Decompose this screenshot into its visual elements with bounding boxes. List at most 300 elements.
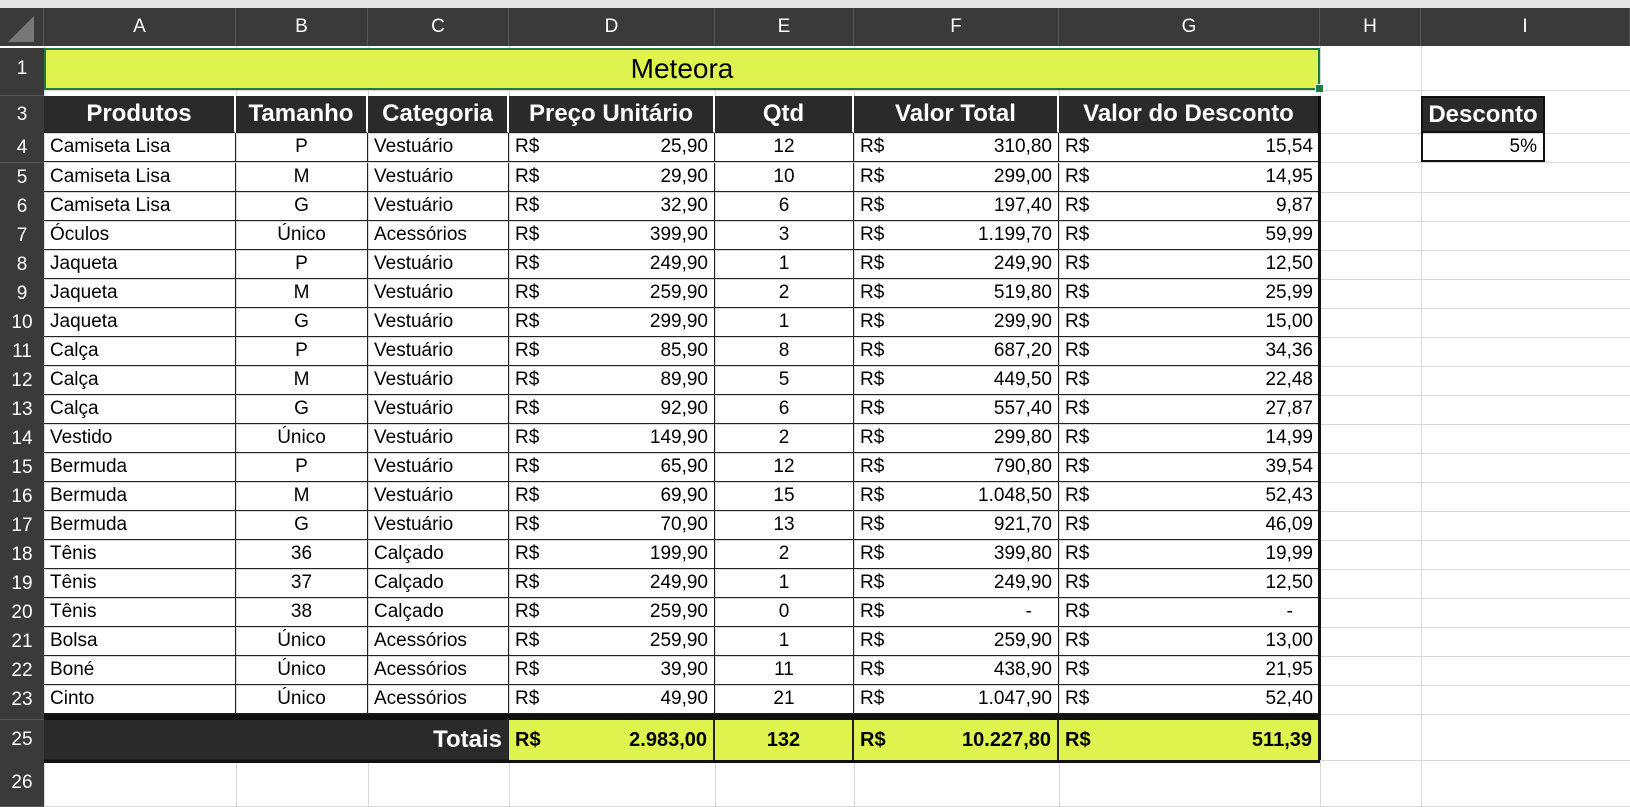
cell-a10[interactable]: Jaqueta — [44, 308, 236, 337]
currency-symbol: R$ — [1065, 166, 1090, 187]
cell-g22[interactable] — [1059, 656, 1320, 685]
cell-value: 259,90 — [649, 601, 708, 622]
cell-value: 557,40 — [993, 398, 1052, 419]
cell-d5[interactable] — [509, 163, 715, 192]
currency-symbol: R$ — [515, 166, 540, 187]
cell-c19[interactable]: Calçado — [368, 569, 509, 598]
cell-e20[interactable]: 0 — [715, 598, 854, 627]
cell-b19[interactable]: 37 — [236, 569, 368, 598]
cell-b4[interactable]: P — [236, 133, 368, 162]
row-header-2-divider — [0, 90, 44, 96]
cell-d12[interactable] — [509, 366, 715, 395]
column-header-c[interactable]: C — [368, 8, 509, 46]
cell-c11[interactable]: Vestuário — [368, 337, 509, 366]
cell-c23[interactable]: Acessórios — [368, 685, 509, 714]
cell-a6[interactable]: Camiseta Lisa — [44, 192, 236, 221]
cell-e10[interactable]: 1 — [715, 308, 854, 337]
cell-f4[interactable] — [854, 133, 1059, 162]
currency-symbol: R$ — [860, 601, 885, 622]
cell-d22[interactable] — [509, 656, 715, 685]
cell-value: 52,43 — [1265, 485, 1313, 506]
currency-symbol: R$ — [515, 601, 540, 622]
totals-label[interactable]: Totais — [44, 720, 509, 760]
currency-symbol: R$ — [860, 688, 885, 709]
table-header-1[interactable]: Produtos — [44, 96, 236, 133]
cell-d20[interactable] — [509, 598, 715, 627]
cell-f15[interactable] — [854, 453, 1059, 482]
currency-symbol: R$ — [860, 340, 885, 361]
cell-value: 1.199,70 — [978, 224, 1052, 245]
currency-symbol: R$ — [860, 630, 885, 651]
cell-a16[interactable]: Bermuda — [44, 482, 236, 511]
cell-g16[interactable] — [1059, 482, 1320, 511]
cell-e7[interactable]: 3 — [715, 221, 854, 250]
total-value: 10.227,80 — [962, 728, 1051, 751]
cell-f10[interactable] — [854, 308, 1059, 337]
title-cell[interactable]: Meteora — [44, 48, 1320, 90]
cell-e4[interactable]: 12 — [715, 133, 854, 162]
row-header-5[interactable]: 5 — [0, 163, 44, 193]
currency-symbol: R$ — [860, 572, 885, 593]
cell-f14[interactable] — [854, 424, 1059, 453]
row-header-23[interactable]: 23 — [0, 685, 44, 715]
currency-symbol: R$ — [515, 514, 540, 535]
cell-c22[interactable]: Acessórios — [368, 656, 509, 685]
currency-symbol: R$ — [860, 728, 886, 751]
cell-d11[interactable] — [509, 337, 715, 366]
cell-value: 790,80 — [993, 456, 1052, 477]
cell-value: 249,90 — [993, 572, 1052, 593]
column-header-b[interactable]: B — [236, 8, 368, 46]
cell-a11[interactable]: Calça — [44, 337, 236, 366]
cell-g13[interactable] — [1059, 395, 1320, 424]
row-header-16[interactable]: 16 — [0, 482, 44, 512]
currency-symbol: R$ — [860, 659, 885, 680]
window-top-bar — [0, 0, 1630, 8]
cell-c17[interactable]: Vestuário — [368, 511, 509, 540]
row-header-12[interactable]: 12 — [0, 366, 44, 396]
currency-symbol: R$ — [515, 398, 540, 419]
cell-e8[interactable]: 1 — [715, 250, 854, 279]
row-header-15[interactable]: 15 — [0, 453, 44, 483]
cell-a8[interactable]: Jaqueta — [44, 250, 236, 279]
currency-symbol: R$ — [860, 311, 885, 332]
cell-f13[interactable] — [854, 395, 1059, 424]
row-header-24-divider — [0, 714, 44, 720]
column-header-a[interactable]: A — [44, 8, 236, 46]
currency-symbol: R$ — [1065, 398, 1090, 419]
cell-g21[interactable] — [1059, 627, 1320, 656]
cell-e13[interactable]: 6 — [715, 395, 854, 424]
cell-g17[interactable] — [1059, 511, 1320, 540]
cell-value: 299,00 — [993, 166, 1052, 187]
column-header-d[interactable]: D — [509, 8, 715, 46]
row-header-22[interactable]: 22 — [0, 656, 44, 686]
cell-f23[interactable] — [854, 685, 1059, 714]
cell-g9[interactable] — [1059, 279, 1320, 308]
cell-value: 15,00 — [1265, 311, 1313, 332]
cell-a12[interactable]: Calça — [44, 366, 236, 395]
cell-c13[interactable]: Vestuário — [368, 395, 509, 424]
cell-c6[interactable]: Vestuário — [368, 192, 509, 221]
cell-e18[interactable]: 2 — [715, 540, 854, 569]
cell-value: 197,40 — [993, 195, 1052, 216]
cell-b17[interactable]: G — [236, 511, 368, 540]
cell-c14[interactable]: Vestuário — [368, 424, 509, 453]
currency-symbol: R$ — [860, 485, 885, 506]
cell-f16[interactable] — [854, 482, 1059, 511]
column-header-g[interactable]: G — [1059, 8, 1320, 46]
currency-symbol: R$ — [515, 728, 541, 751]
currency-symbol: R$ — [1065, 630, 1090, 651]
currency-symbol: R$ — [1065, 224, 1090, 245]
cell-value: 39,90 — [660, 659, 708, 680]
cell-value: 299,90 — [649, 311, 708, 332]
cell-d7[interactable] — [509, 221, 715, 250]
cell-a23[interactable]: Cinto — [44, 685, 236, 714]
cell-value: 25,90 — [660, 136, 708, 157]
cell-f9[interactable] — [854, 279, 1059, 308]
row-header-4[interactable]: 4 — [0, 133, 44, 163]
currency-symbol: R$ — [515, 572, 540, 593]
cell-e9[interactable]: 2 — [715, 279, 854, 308]
currency-symbol: R$ — [1065, 369, 1090, 390]
cell-value: 85,90 — [660, 340, 708, 361]
cell-value: 19,99 — [1265, 543, 1313, 564]
currency-symbol: R$ — [515, 340, 540, 361]
cell-c7[interactable]: Acessórios — [368, 221, 509, 250]
cell-g19[interactable] — [1059, 569, 1320, 598]
row-header-1[interactable]: 1 — [0, 48, 44, 91]
currency-symbol: R$ — [515, 485, 540, 506]
currency-symbol: R$ — [860, 195, 885, 216]
total-value: 2.983,00 — [629, 728, 707, 751]
total-preco-unitario[interactable] — [509, 720, 715, 760]
currency-symbol: R$ — [1065, 253, 1090, 274]
cell-b22[interactable]: Único — [236, 656, 368, 685]
column-header-e[interactable]: E — [715, 8, 854, 46]
table-header-2[interactable]: Tamanho — [236, 96, 368, 133]
select-all-corner[interactable] — [0, 8, 44, 46]
cell-c15[interactable]: Vestuário — [368, 453, 509, 482]
currency-symbol: R$ — [1065, 514, 1090, 535]
cell-value: 299,80 — [993, 427, 1052, 448]
table-header-7[interactable]: Valor do Desconto — [1059, 96, 1320, 133]
cell-a15[interactable]: Bermuda — [44, 453, 236, 482]
cell-d14[interactable] — [509, 424, 715, 453]
currency-symbol: R$ — [515, 136, 540, 157]
currency-symbol: R$ — [860, 514, 885, 535]
cell-c16[interactable]: Vestuário — [368, 482, 509, 511]
cell-f11[interactable] — [854, 337, 1059, 366]
cell-a4[interactable]: Camiseta Lisa — [44, 133, 236, 162]
currency-symbol: R$ — [1065, 485, 1090, 506]
cell-e14[interactable]: 2 — [715, 424, 854, 453]
cell-g6[interactable] — [1059, 192, 1320, 221]
table-header-3[interactable]: Categoria — [368, 96, 509, 133]
row-header-19[interactable]: 19 — [0, 569, 44, 599]
cell-value: 92,90 — [660, 398, 708, 419]
cell-g18[interactable] — [1059, 540, 1320, 569]
cell-d10[interactable] — [509, 308, 715, 337]
table-header-6[interactable]: Valor Total — [854, 96, 1059, 133]
cell-e22[interactable]: 11 — [715, 656, 854, 685]
cell-c4[interactable]: Vestuário — [368, 133, 509, 162]
cell-f5[interactable] — [854, 163, 1059, 192]
cell-value: 14,99 — [1265, 427, 1313, 448]
row-header-10[interactable]: 10 — [0, 308, 44, 338]
cell-value: 199,90 — [649, 543, 708, 564]
cell-b15[interactable]: P — [236, 453, 368, 482]
currency-symbol: R$ — [515, 253, 540, 274]
column-header-f[interactable]: F — [854, 8, 1059, 46]
cell-value: 46,09 — [1265, 514, 1313, 535]
total-valor-desconto[interactable] — [1059, 720, 1320, 760]
select-all-triangle-icon — [8, 16, 34, 42]
cell-value: 70,90 — [660, 514, 708, 535]
cell-f19[interactable] — [854, 569, 1059, 598]
currency-symbol: R$ — [515, 659, 540, 680]
total-value: 511,39 — [1251, 728, 1312, 751]
cell-b6[interactable]: G — [236, 192, 368, 221]
cell-f8[interactable] — [854, 250, 1059, 279]
row-header-21[interactable]: 21 — [0, 627, 44, 657]
cell-e5[interactable]: 10 — [715, 163, 854, 192]
currency-symbol: R$ — [860, 398, 885, 419]
cell-c10[interactable]: Vestuário — [368, 308, 509, 337]
cell-d16[interactable] — [509, 482, 715, 511]
cell-a19[interactable]: Tênis — [44, 569, 236, 598]
cell-f7[interactable] — [854, 221, 1059, 250]
currency-symbol: R$ — [860, 136, 885, 157]
currency-symbol: R$ — [860, 166, 885, 187]
cell-e23[interactable]: 21 — [715, 685, 854, 714]
cell-e16[interactable]: 15 — [715, 482, 854, 511]
cell-g5[interactable] — [1059, 163, 1320, 192]
cell-value: 14,95 — [1265, 166, 1313, 187]
cell-value: 687,20 — [993, 340, 1052, 361]
cell-value: 259,90 — [993, 630, 1052, 651]
cell-e12[interactable]: 5 — [715, 366, 854, 395]
discount-header[interactable]: Desconto — [1421, 96, 1545, 133]
cell-d21[interactable] — [509, 627, 715, 656]
cell-b23[interactable]: Único — [236, 685, 368, 714]
currency-symbol: R$ — [860, 224, 885, 245]
row-header-26[interactable]: 26 — [0, 760, 44, 807]
currency-symbol: R$ — [1065, 543, 1090, 564]
cell-b10[interactable]: G — [236, 308, 368, 337]
cell-c21[interactable]: Acessórios — [368, 627, 509, 656]
cell-value: 52,40 — [1265, 688, 1313, 709]
cell-f20[interactable] — [854, 598, 1059, 627]
currency-symbol: R$ — [515, 311, 540, 332]
cell-g20[interactable] — [1059, 598, 1320, 627]
cell-d6[interactable] — [509, 192, 715, 221]
cell-value: 32,90 — [660, 195, 708, 216]
cell-f17[interactable] — [854, 511, 1059, 540]
cell-b18[interactable]: 36 — [236, 540, 368, 569]
cell-g11[interactable] — [1059, 337, 1320, 366]
cell-d15[interactable] — [509, 453, 715, 482]
cell-g10[interactable] — [1059, 308, 1320, 337]
cell-value: 399,90 — [649, 224, 708, 245]
cell-a5[interactable]: Camiseta Lisa — [44, 163, 236, 192]
cell-d4[interactable] — [509, 133, 715, 162]
row-header-17[interactable]: 17 — [0, 511, 44, 541]
cell-a7[interactable]: Óculos — [44, 221, 236, 250]
cell-e11[interactable]: 8 — [715, 337, 854, 366]
currency-symbol: R$ — [1065, 572, 1090, 593]
cell-value: 27,87 — [1265, 398, 1313, 419]
cell-b8[interactable]: P — [236, 250, 368, 279]
cell-g8[interactable] — [1059, 250, 1320, 279]
currency-symbol: R$ — [860, 282, 885, 303]
cell-c20[interactable]: Calçado — [368, 598, 509, 627]
cell-value: 29,90 — [660, 166, 708, 187]
currency-symbol: R$ — [515, 456, 540, 477]
discount-value[interactable]: 5% — [1421, 133, 1545, 162]
cell-e6[interactable]: 6 — [715, 192, 854, 221]
cell-d23[interactable] — [509, 685, 715, 714]
cell-c12[interactable]: Vestuário — [368, 366, 509, 395]
row-header-6[interactable]: 6 — [0, 192, 44, 222]
cell-d8[interactable] — [509, 250, 715, 279]
cell-b21[interactable]: Único — [236, 627, 368, 656]
row-header-7[interactable]: 7 — [0, 221, 44, 251]
table-header-5[interactable]: Qtd — [715, 96, 854, 133]
cell-f6[interactable] — [854, 192, 1059, 221]
cell-e21[interactable]: 1 — [715, 627, 854, 656]
cell-a14[interactable]: Vestido — [44, 424, 236, 453]
cell-value: 21,95 — [1265, 659, 1313, 680]
cell-c18[interactable]: Calçado — [368, 540, 509, 569]
currency-symbol: R$ — [515, 224, 540, 245]
cell-value: 399,80 — [993, 543, 1052, 564]
cell-value: - — [1025, 601, 1032, 622]
cell-c9[interactable]: Vestuário — [368, 279, 509, 308]
row-header-14[interactable]: 14 — [0, 424, 44, 454]
cell-value: 59,99 — [1265, 224, 1313, 245]
row-header-3[interactable]: 3 — [0, 96, 44, 134]
cell-f21[interactable] — [854, 627, 1059, 656]
cell-e15[interactable]: 12 — [715, 453, 854, 482]
row-header-8[interactable]: 8 — [0, 250, 44, 280]
cell-b9[interactable]: M — [236, 279, 368, 308]
cell-value: 259,90 — [649, 630, 708, 651]
currency-symbol: R$ — [1065, 601, 1090, 622]
cell-value: 9,87 — [1276, 195, 1313, 216]
currency-symbol: R$ — [515, 543, 540, 564]
cell-b13[interactable]: G — [236, 395, 368, 424]
cell-d13[interactable] — [509, 395, 715, 424]
cell-a20[interactable]: Tênis — [44, 598, 236, 627]
currency-symbol: R$ — [515, 282, 540, 303]
cell-a21[interactable]: Bolsa — [44, 627, 236, 656]
cell-c5[interactable]: Vestuário — [368, 163, 509, 192]
cell-b5[interactable]: M — [236, 163, 368, 192]
cell-g4[interactable] — [1059, 133, 1320, 162]
cell-b7[interactable]: Único — [236, 221, 368, 250]
cell-f22[interactable] — [854, 656, 1059, 685]
cell-value: 34,36 — [1265, 340, 1313, 361]
cell-value: 249,90 — [993, 253, 1052, 274]
cell-value: 39,54 — [1265, 456, 1313, 477]
cell-a17[interactable]: Bermuda — [44, 511, 236, 540]
cell-value: 438,90 — [993, 659, 1052, 680]
cell-a13[interactable]: Calça — [44, 395, 236, 424]
cell-a22[interactable]: Boné — [44, 656, 236, 685]
cell-b16[interactable]: M — [236, 482, 368, 511]
row-header-20[interactable]: 20 — [0, 598, 44, 628]
cell-e19[interactable]: 1 — [715, 569, 854, 598]
currency-symbol: R$ — [515, 688, 540, 709]
currency-symbol: R$ — [515, 195, 540, 216]
cell-value: 1.048,50 — [978, 485, 1052, 506]
currency-symbol: R$ — [1065, 136, 1090, 157]
cell-a9[interactable]: Jaqueta — [44, 279, 236, 308]
cell-f18[interactable] — [854, 540, 1059, 569]
cell-e17[interactable]: 13 — [715, 511, 854, 540]
cell-b11[interactable]: P — [236, 337, 368, 366]
currency-symbol: R$ — [860, 427, 885, 448]
cell-g7[interactable] — [1059, 221, 1320, 250]
row-header-9[interactable]: 9 — [0, 279, 44, 309]
currency-symbol: R$ — [1065, 456, 1090, 477]
currency-symbol: R$ — [1065, 282, 1090, 303]
grid-line-horizontal — [44, 90, 1630, 91]
cell-value: 1.047,90 — [978, 688, 1052, 709]
cell-a18[interactable]: Tênis — [44, 540, 236, 569]
cell-b14[interactable]: Único — [236, 424, 368, 453]
cell-value: 69,90 — [660, 485, 708, 506]
cell-g23[interactable] — [1059, 685, 1320, 714]
cell-d17[interactable] — [509, 511, 715, 540]
total-valor-total[interactable] — [854, 720, 1059, 760]
table-right-border — [1318, 96, 1321, 760]
cell-c8[interactable]: Vestuário — [368, 250, 509, 279]
cell-b20[interactable]: 38 — [236, 598, 368, 627]
cell-value: 310,80 — [993, 136, 1052, 157]
row-header-13[interactable]: 13 — [0, 395, 44, 425]
cell-d19[interactable] — [509, 569, 715, 598]
cell-value: 49,90 — [660, 688, 708, 709]
cell-f12[interactable] — [854, 366, 1059, 395]
row-header-11[interactable]: 11 — [0, 337, 44, 367]
cell-d18[interactable] — [509, 540, 715, 569]
cell-value: 149,90 — [649, 427, 708, 448]
currency-symbol: R$ — [1065, 195, 1090, 216]
currency-symbol: R$ — [1065, 340, 1090, 361]
cell-b12[interactable]: M — [236, 366, 368, 395]
row-header-18[interactable]: 18 — [0, 540, 44, 570]
currency-symbol: R$ — [515, 427, 540, 448]
table-header-4[interactable]: Preço Unitário — [509, 96, 715, 133]
column-header-i[interactable]: I — [1421, 8, 1630, 46]
column-header-h[interactable]: H — [1320, 8, 1421, 46]
cell-g12[interactable] — [1059, 366, 1320, 395]
cell-value: 299,90 — [993, 311, 1052, 332]
cell-g15[interactable] — [1059, 453, 1320, 482]
cell-value: 89,90 — [660, 369, 708, 390]
currency-symbol: R$ — [860, 253, 885, 274]
cell-value: 921,70 — [993, 514, 1052, 535]
row-header-25[interactable]: 25 — [0, 720, 44, 761]
total-qtd[interactable]: 132 — [715, 720, 854, 760]
cell-d9[interactable] — [509, 279, 715, 308]
selection-fill-handle[interactable] — [1315, 84, 1324, 93]
cell-value: 249,90 — [649, 253, 708, 274]
cell-g14[interactable] — [1059, 424, 1320, 453]
